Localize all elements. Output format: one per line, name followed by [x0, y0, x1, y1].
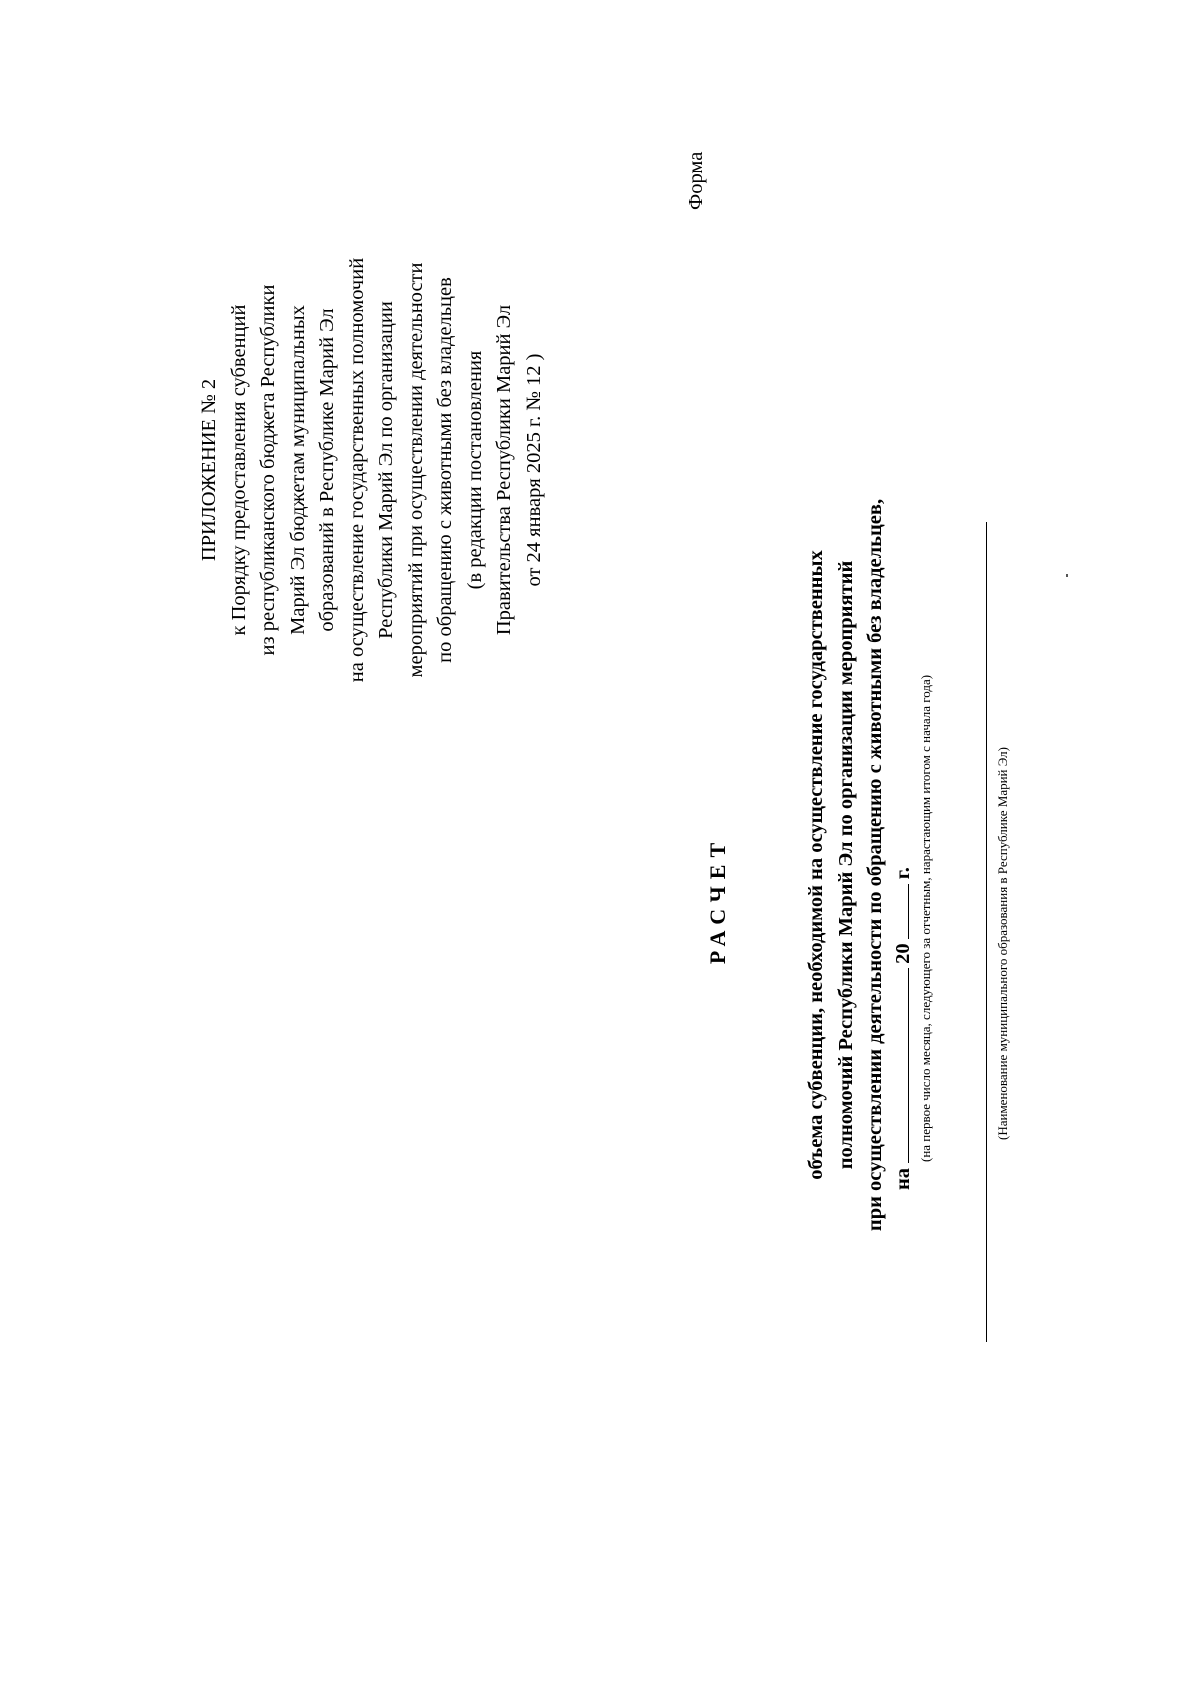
- date-blank-field[interactable]: [890, 968, 909, 1163]
- subtitle-line: объема субвенции, необходимой на осуществление государственных: [805, 550, 827, 1180]
- appendix-line: (в редакции постановления: [463, 350, 486, 590]
- appendix-block: [195, 200, 549, 740]
- year-blank-field[interactable]: [890, 884, 909, 939]
- scan-speck: [1066, 574, 1068, 577]
- year-suffix: г.: [892, 867, 914, 880]
- form-label: Форма: [685, 151, 707, 210]
- appendix-line: по обращению с животными без владельцев: [434, 277, 456, 663]
- document-subtitle: [802, 360, 891, 1370]
- appendix-line: от 24 января 2025 г. № 12 ): [522, 353, 545, 587]
- subtitle-line: при осуществлении деятельности по обращению с животными без владельцев,: [864, 498, 886, 1232]
- appendix-line: Марий Эл бюджетам муниципальных: [286, 305, 309, 635]
- appendix-line: мероприятий при осуществлении деятельности: [404, 262, 427, 678]
- date-note: (на первое число месяца, следующего за отчетным, нарастающим итогом с начала года): [918, 674, 933, 1162]
- appendix-line: из республиканского бюджета Республики: [257, 284, 279, 656]
- rotated-content: [150, 20, 1050, 1660]
- year-prefix: 20: [892, 943, 914, 964]
- appendix-line: Республики Марий Эл по организации: [375, 301, 397, 639]
- municipality-note: (Наименование муниципального образования в Республике Марий Эл): [995, 747, 1010, 1140]
- date-prefix: на: [892, 1167, 914, 1190]
- appendix-line: ПРИЛОЖЕНИЕ № 2: [198, 378, 220, 562]
- appendix-line: образований в Республике Марий Эл: [316, 308, 338, 632]
- document-title: РАСЧЕТ: [705, 835, 730, 965]
- date-row: [890, 690, 915, 1190]
- appendix-line: к Порядку предоставления субвенций: [227, 304, 250, 636]
- appendix-line: Правительства Республики Марий Эл: [493, 304, 515, 636]
- municipality-blank-line[interactable]: [986, 522, 987, 1342]
- appendix-line: на осуществление государственных полномочий: [345, 257, 368, 683]
- subtitle-line: полномочий Республики Марий Эл по организации мероприятий: [834, 560, 857, 1170]
